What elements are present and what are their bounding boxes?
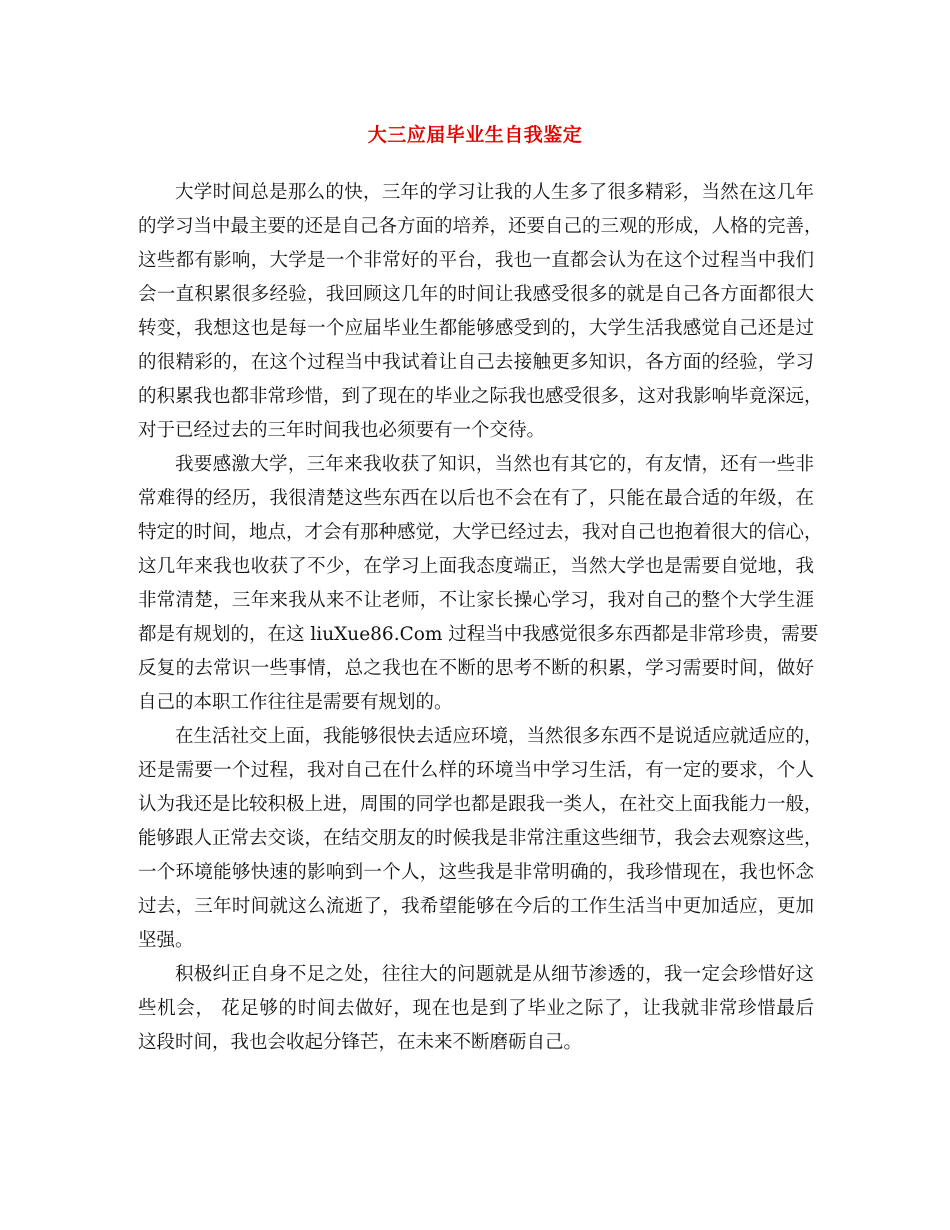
paragraph-line: 常难得的经历，我很清楚这些东西在以后也不会在有了，只能在最合适的年级，在 (138, 488, 814, 509)
paragraph-line: 我要感激大学，三年来我收获了知识，当然也有其它的，有友情，还有一些非 (175, 454, 814, 475)
paragraph-line: 大学时间总是那么的快，三年的学习让我的人生多了很多精彩，当然在这几年 (175, 182, 814, 203)
paragraph-line: 非常清楚，三年来我从来不让老师，不让家长操心学习，我对自己的整个大学生涯 (138, 590, 814, 611)
paragraph-line: 这段时间，我也会收起分锋芒，在未来不断磨砺自己。 (138, 1032, 583, 1053)
paragraph-line: 的积累我也都非常珍惜，到了现在的毕业之际我也感受很多，这对我影响毕竟深远， (138, 386, 823, 407)
paragraph-4 (138, 958, 814, 1060)
paragraph-line: 都是有规划的，在这 liuXue86.Com 过程当中我感觉很多东西都是非常珍贵，需要 (138, 624, 819, 645)
paragraph-line: 这几年来我也收获了不少，在学习上面我态度端正，当然大学也是需要自觉地，我 (138, 556, 814, 577)
paragraph-1 (138, 176, 823, 448)
paragraph-line: 的很精彩的，在这个过程当中我试着让自己去接触更多知识，各方面的经验，学习 (138, 352, 814, 373)
paragraph-line: 能够跟人正常去交谈，在结交朋友的时候我是非常注重这些细节，我会去观察这些， (138, 828, 823, 849)
paragraph-line: 特定的时间，地点，才会有那种感觉，大学已经过去，我对自己也抱着很大的信心， (138, 522, 823, 543)
paragraph-line: 还是需要一个过程，我对自己在什么样的环境当中学习生活，有一定的要求，个人 (138, 760, 814, 781)
paragraph-line: 这些都有影响，大学是一个非常好的平台，我也一直都会认为在这个过程当中我们 (138, 250, 814, 271)
paragraph-line: 的学习当中最主要的还是自己各方面的培养，还要自己的三观的形成，人格的完善， (138, 216, 823, 237)
paragraph-line: 坚强。 (138, 930, 194, 951)
paragraph-line: 过去，三年时间就这么流逝了，我希望能够在今后的工作生活当中更加适应，更加 (138, 896, 814, 917)
document-body (138, 176, 823, 1060)
paragraph-line: 一个环境能够快速的影响到一个人，这些我是非常明确的，我珍惜现在，我也怀念 (138, 862, 814, 883)
paragraph-3 (138, 720, 823, 958)
paragraph-line: 在生活社交上面，我能够很快去适应环境，当然很多东西不是说适应就适应的， (175, 726, 823, 747)
paragraph-2 (138, 448, 823, 720)
paragraph-line: 反复的去常识一些事情，总之我也在不断的思考不断的积累，学习需要时间，做好 (138, 658, 814, 679)
paragraph-line: 些机会， 花足够的时间去做好，现在也是到了毕业之际了，让我就非常珍惜最后 (138, 998, 814, 1019)
paragraph-line: 积极纠正自身不足之处，往往大的问题就是从细节渗透的，我一定会珍惜好这 (175, 964, 814, 985)
document-title: 大三应届毕业生自我鉴定 (367, 124, 583, 146)
paragraph-line: 转变，我想这也是每一个应届毕业生都能够感受到的，大学生活我感觉自己还是过 (138, 318, 814, 339)
paragraph-line: 对于已经过去的三年时间我也必须要有一个交待。 (138, 420, 546, 441)
paragraph-line: 认为我还是比较积极上进，周围的同学也都是跟我一类人，在社交上面我能力一般， (138, 794, 823, 815)
paragraph-line: 自己的本职工作往往是需要有规划的。 (138, 692, 453, 713)
paragraph-line: 会一直积累很多经验，我回顾这几年的时间让我感受很多的就是自己各方面都很大 (138, 284, 814, 305)
